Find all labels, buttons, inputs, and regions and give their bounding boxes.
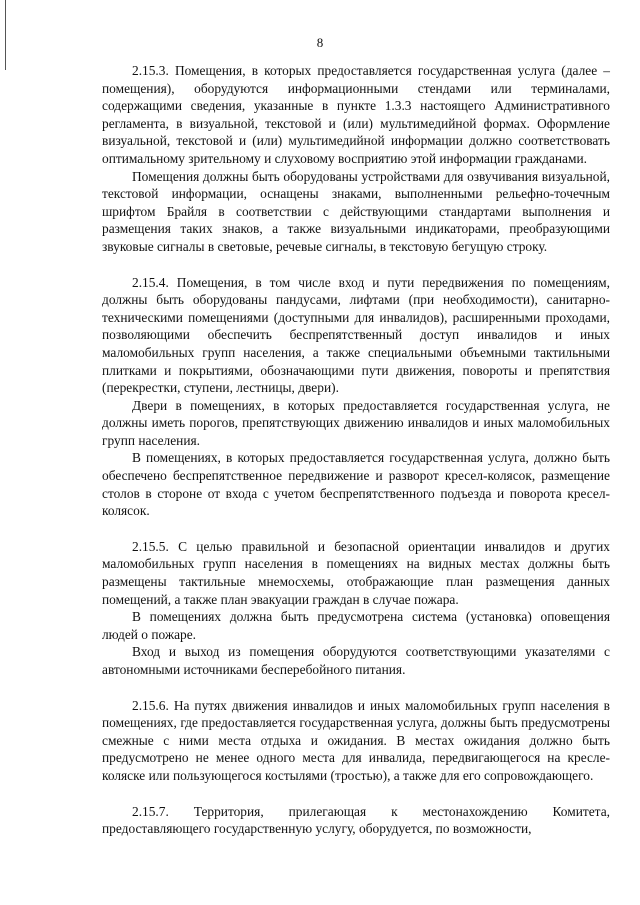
paragraph-2-15-3: 2.15.3. Помещения, в которых предоставляется государственная услуга (далее – помещения), оборудуются информационными стендами или терминалами, содержащими сведения, указанные в пункте 1.3.3 настоящего Административного регламента, в визуальной, текстовой и (или) мультимедийной формах. Оформление визуальной, текстовой и (или) мультимедийной информации должно соответствовать оптимальному зрительному и слуховому восприятию этой информации гражданами.	[102, 63, 610, 166]
paragraph-2-15-5-exit-signs: Вход и выход из помещения оборудуются соответствующими указателями с автономными источниками бесперебойного питания.	[102, 644, 610, 677]
document-body	[102, 62, 610, 838]
paragraph-2-15-3-equipment: Помещения должны быть оборудованы устройствами для озвучивания визуальной, текстовой информации, оснащены знаками, выполненными рельефно-точечным шрифтом Брайля в соответствии с действующими стандартами выполнения и размещения таких знаков, а также визуальными индикаторами, преобразующими звуковые сигналы в световые, речевые сигналы, в текстовую бегущую строку.	[102, 168, 610, 254]
paragraph-2-15-4-doors: Двери в помещениях, в которых предоставляется государственная услуга, не должны иметь порогов, препятствующих движению инвалидов и иных маломобильных групп населения.	[102, 397, 610, 448]
paragraph-2-15-4-wheelchairs: В помещениях, в которых предоставляется государственная услуга, должно быть обеспечено беспрепятственное передвижение и разворот кресел-колясок, размещение столов в стороне от входа с учетом беспрепятственного подъезда и поворота кресел-колясок.	[102, 450, 610, 519]
paragraph-2-15-5: 2.15.5. С целью правильной и безопасной ориентации инвалидов и других маломобильных групп населения в помещениях на видных местах должны быть размещены тактильные мнемосхемы, отображающие план размещения данных помещений, а также план эвакуации граждан в случае пожара.	[102, 538, 610, 607]
paragraph-2-15-4: 2.15.4. Помещения, в том числе вход и пути передвижения по помещениям, должны быть оборудованы пандусами, лифтами (при необходимости), санитарно-техническими помещениями (доступными для инвалидов), расширенными проходами, позволяющими обеспечить беспрепятственный доступ инвалидов и иных маломобильных групп населения, а также специальными объемными тактильными плитками и покрытиями, обозначающими пути движения, повороты и препятствия (перекрестки, ступени, лестницы, двери).	[102, 274, 610, 396]
paragraph-2-15-7: 2.15.7. Территория, прилегающая к местонахождению Комитета, предоставляющего государственную услугу, оборудуется, по возможности,	[102, 803, 610, 837]
paragraph-2-15-6: 2.15.6. На путях движения инвалидов и иных маломобильных групп населения в помещениях, где предоставляется государственная услуга, должны быть предусмотрены смежные с ними места отдыха и ожидания. В местах ожидания должно быть предусмотрено не менее одного места для инвалида, передвигающегося на кресле-коляске или пользующегося костылями (тростью), а также для его сопровождающего.	[102, 697, 610, 783]
page-number: 8	[316, 35, 324, 50]
paragraph-2-15-5-fire-alert: В помещениях должна быть предусмотрена система (установка) оповещения людей о пожаре.	[102, 609, 610, 642]
